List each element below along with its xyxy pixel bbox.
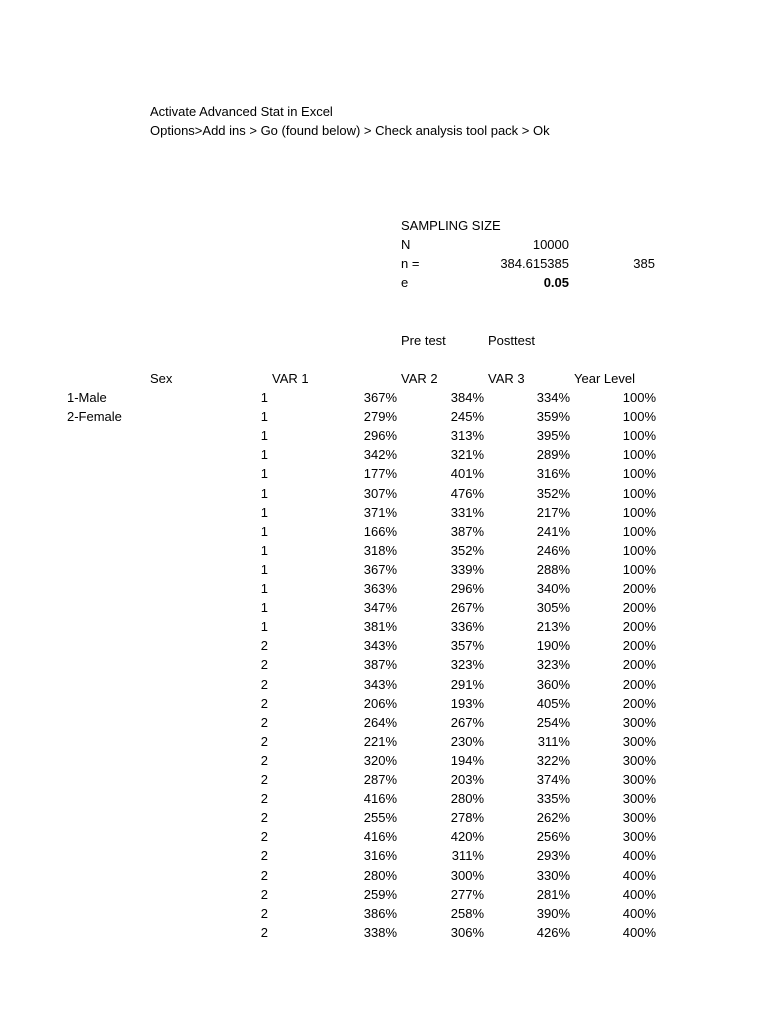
cell-posttest: 316% xyxy=(536,466,570,482)
cell-var3: 267% xyxy=(450,714,484,730)
cell-year-level: 200% xyxy=(622,600,656,616)
cell-var1: 2 xyxy=(260,733,268,749)
table-row xyxy=(0,829,768,848)
cell-posttest: 426% xyxy=(536,924,570,940)
cell-var3: 306% xyxy=(450,924,484,940)
cell-year-level: 100% xyxy=(622,466,656,482)
cell-var3: 352% xyxy=(450,542,484,558)
cell-year-level: 400% xyxy=(622,867,656,883)
cell-var2: 386% xyxy=(363,905,397,921)
table-row xyxy=(0,868,768,887)
cell-var3: 278% xyxy=(450,810,484,826)
cell-var3: 193% xyxy=(450,695,484,711)
cell-year-level: 300% xyxy=(622,772,656,787)
cell-year-level: 200% xyxy=(622,676,656,692)
cell-var3: 476% xyxy=(450,485,484,501)
cell-var1: 1 xyxy=(260,428,268,444)
cell-posttest: 281% xyxy=(536,886,570,902)
cell-var2: 416% xyxy=(363,829,397,845)
cell-var2: 342% xyxy=(363,447,397,463)
cell-var2: 343% xyxy=(363,676,397,692)
header-var1: VAR 1 xyxy=(272,371,309,386)
table-row xyxy=(0,657,768,676)
cell-var3: 387% xyxy=(450,523,484,539)
cell-year-level: 100% xyxy=(622,485,656,501)
cell-var3: 331% xyxy=(450,504,484,520)
sampling-size-title: SAMPLING SIZE xyxy=(401,218,501,233)
cell-var3: 313% xyxy=(450,428,484,444)
table-row xyxy=(0,505,768,524)
cell-posttest: 335% xyxy=(536,791,570,807)
cell-var1: 2 xyxy=(260,810,268,826)
cell-var2: 177% xyxy=(363,466,397,482)
table-row xyxy=(0,562,768,581)
cell-var3: 384% xyxy=(450,390,484,405)
cell-year-level: 100% xyxy=(622,428,656,444)
cell-var2: 206% xyxy=(363,695,397,711)
table-row xyxy=(0,887,768,906)
cell-var2: 259% xyxy=(363,886,397,902)
cell-var3: 401% xyxy=(450,466,484,482)
cell-var2: 296% xyxy=(363,428,397,444)
cell-var1: 1 xyxy=(260,542,268,558)
cell-var2: 343% xyxy=(363,638,397,654)
cell-var3: 280% xyxy=(450,791,484,807)
cell-var1: 1 xyxy=(260,485,268,501)
cell-var1: 1 xyxy=(260,523,268,539)
header-var2: VAR 2 xyxy=(401,371,438,386)
cell-var2: 307% xyxy=(363,485,397,501)
cell-posttest: 241% xyxy=(536,523,570,539)
table-row xyxy=(0,677,768,696)
cell-var3: 258% xyxy=(450,905,484,921)
cell-var2: 416% xyxy=(363,791,397,807)
cell-var3: 203% xyxy=(450,772,484,787)
cell-var2: 264% xyxy=(363,714,397,730)
cell-year-level: 200% xyxy=(622,657,656,673)
cell-year-level: 200% xyxy=(622,619,656,635)
cell-posttest: 293% xyxy=(536,848,570,864)
table-row xyxy=(0,543,768,562)
table-row xyxy=(0,581,768,600)
cell-var3: 336% xyxy=(450,619,484,635)
sampling-e-value: 0.05 xyxy=(543,275,569,290)
cell-posttest: 330% xyxy=(536,867,570,883)
cell-year-level: 400% xyxy=(622,848,656,864)
cell-var3: 321% xyxy=(450,447,484,463)
cell-year-level: 200% xyxy=(622,638,656,654)
sex-legend-female: 2-Female xyxy=(67,409,122,424)
cell-var1: 1 xyxy=(260,447,268,463)
cell-var1: 1 xyxy=(260,409,268,425)
cell-posttest: 340% xyxy=(536,581,570,596)
cell-var1: 2 xyxy=(260,752,268,768)
table-row xyxy=(0,848,768,867)
cell-var3: 277% xyxy=(450,886,484,902)
post-test-label: Posttest xyxy=(488,333,535,348)
cell-var1: 2 xyxy=(260,638,268,654)
cell-var1: 1 xyxy=(260,466,268,482)
sampling-e-label: e xyxy=(401,275,409,290)
table-row xyxy=(0,409,768,428)
cell-posttest: 360% xyxy=(536,676,570,692)
cell-posttest: 359% xyxy=(536,409,570,425)
sex-legend-male: 1-Male xyxy=(67,390,107,405)
cell-year-level: 300% xyxy=(622,829,656,845)
header-sex: Sex xyxy=(150,371,173,386)
cell-var2: 255% xyxy=(363,810,397,826)
cell-var1: 2 xyxy=(260,714,268,730)
cell-var3: 230% xyxy=(450,733,484,749)
cell-posttest: 374% xyxy=(536,772,570,787)
cell-var2: 316% xyxy=(363,848,397,864)
cell-year-level: 100% xyxy=(622,523,656,539)
cell-year-level: 200% xyxy=(622,581,656,596)
cell-year-level: 400% xyxy=(622,886,656,902)
table-row xyxy=(0,447,768,466)
cell-posttest: 213% xyxy=(536,619,570,635)
cell-year-level: 100% xyxy=(622,390,656,405)
cell-posttest: 311% xyxy=(537,733,570,749)
cell-year-level: 400% xyxy=(622,905,656,921)
table-row xyxy=(0,753,768,772)
cell-var3: 194% xyxy=(450,752,484,768)
cell-posttest: 217% xyxy=(536,504,570,520)
table-row xyxy=(0,734,768,753)
cell-posttest: 390% xyxy=(536,905,570,921)
cell-var2: 371% xyxy=(363,504,397,520)
instruction-line-1: Activate Advanced Stat in Excel xyxy=(150,104,333,119)
cell-year-level: 300% xyxy=(622,733,656,749)
cell-year-level: 400% xyxy=(622,924,656,940)
cell-var1: 2 xyxy=(260,676,268,692)
table-row xyxy=(0,772,768,791)
cell-posttest: 256% xyxy=(536,829,570,845)
table-row xyxy=(0,810,768,829)
cell-var2: 318% xyxy=(363,542,397,558)
sampling-N-value: 10000 xyxy=(532,237,569,252)
cell-year-level: 300% xyxy=(622,714,656,730)
cell-var1: 2 xyxy=(260,848,268,864)
table-row xyxy=(0,715,768,734)
cell-posttest: 352% xyxy=(536,485,570,501)
sampling-N-label: N xyxy=(401,237,411,252)
cell-var1: 2 xyxy=(260,657,268,673)
cell-var1: 1 xyxy=(260,504,268,520)
cell-var3: 245% xyxy=(450,409,484,425)
cell-var2: 381% xyxy=(363,619,397,635)
cell-var3: 300% xyxy=(450,867,484,883)
cell-var1: 1 xyxy=(260,561,268,577)
cell-var2: 367% xyxy=(363,390,397,405)
cell-var3: 357% xyxy=(450,638,484,654)
cell-year-level: 300% xyxy=(622,752,656,768)
cell-var3: 323% xyxy=(450,657,484,673)
cell-var1: 2 xyxy=(260,886,268,902)
table-row xyxy=(0,791,768,810)
cell-var3: 311% xyxy=(451,848,484,864)
cell-posttest: 334% xyxy=(536,390,570,405)
cell-var1: 1 xyxy=(260,581,268,596)
cell-var3: 267% xyxy=(450,600,484,616)
cell-year-level: 100% xyxy=(622,504,656,520)
cell-posttest: 322% xyxy=(536,752,570,768)
table-row xyxy=(0,925,768,944)
cell-var1: 2 xyxy=(260,905,268,921)
cell-var2: 338% xyxy=(363,924,397,940)
cell-posttest: 254% xyxy=(536,714,570,730)
table-row xyxy=(0,600,768,619)
cell-posttest: 289% xyxy=(536,447,570,463)
cell-posttest: 305% xyxy=(536,600,570,616)
table-row xyxy=(0,906,768,925)
instruction-line-2: Options>Add ins > Go (found below) > Check analysis tool pack > Ok xyxy=(150,123,550,138)
cell-var1: 1 xyxy=(260,619,268,635)
cell-var2: 347% xyxy=(363,600,397,616)
cell-year-level: 200% xyxy=(622,695,656,711)
cell-var1: 2 xyxy=(260,695,268,711)
cell-var3: 296% xyxy=(450,581,484,596)
cell-year-level: 100% xyxy=(622,561,656,577)
cell-var2: 367% xyxy=(363,561,397,577)
cell-year-level: 100% xyxy=(622,447,656,463)
cell-var2: 221% xyxy=(363,733,397,749)
cell-var2: 320% xyxy=(363,752,397,768)
cell-var2: 287% xyxy=(363,772,397,787)
table-row xyxy=(0,390,768,409)
cell-var1: 1 xyxy=(260,390,268,405)
cell-posttest: 262% xyxy=(536,810,570,826)
cell-var3: 420% xyxy=(450,829,484,845)
cell-var2: 166% xyxy=(363,523,397,539)
cell-var3: 339% xyxy=(450,561,484,577)
cell-posttest: 190% xyxy=(536,638,570,654)
pre-test-label: Pre test xyxy=(401,333,446,348)
cell-year-level: 100% xyxy=(622,542,656,558)
sampling-n-rounded: 385 xyxy=(633,256,655,271)
cell-posttest: 323% xyxy=(536,657,570,673)
header-year-level: Year Level xyxy=(574,371,635,386)
cell-posttest: 246% xyxy=(536,542,570,558)
table-row xyxy=(0,619,768,638)
header-var3: VAR 3 xyxy=(488,371,525,386)
cell-year-level: 300% xyxy=(622,791,656,807)
sampling-n-value: 384.615385 xyxy=(500,256,569,271)
cell-var1: 2 xyxy=(260,829,268,845)
cell-var2: 280% xyxy=(363,867,397,883)
table-row xyxy=(0,428,768,447)
cell-var2: 363% xyxy=(363,581,397,596)
sampling-n-label: n = xyxy=(401,256,420,271)
cell-var2: 387% xyxy=(363,657,397,673)
cell-posttest: 395% xyxy=(536,428,570,444)
cell-year-level: 100% xyxy=(622,409,656,425)
cell-var3: 291% xyxy=(450,676,484,692)
table-row xyxy=(0,638,768,657)
cell-year-level: 300% xyxy=(622,810,656,826)
cell-var1: 2 xyxy=(260,867,268,883)
table-row xyxy=(0,466,768,485)
table-row xyxy=(0,524,768,543)
cell-posttest: 288% xyxy=(536,561,570,577)
cell-var1: 2 xyxy=(260,772,268,787)
table-row xyxy=(0,696,768,715)
cell-var1: 1 xyxy=(260,600,268,616)
cell-var1: 2 xyxy=(260,791,268,807)
cell-var1: 2 xyxy=(260,924,268,940)
cell-posttest: 405% xyxy=(536,695,570,711)
table-row xyxy=(0,486,768,505)
cell-var2: 279% xyxy=(363,409,397,425)
